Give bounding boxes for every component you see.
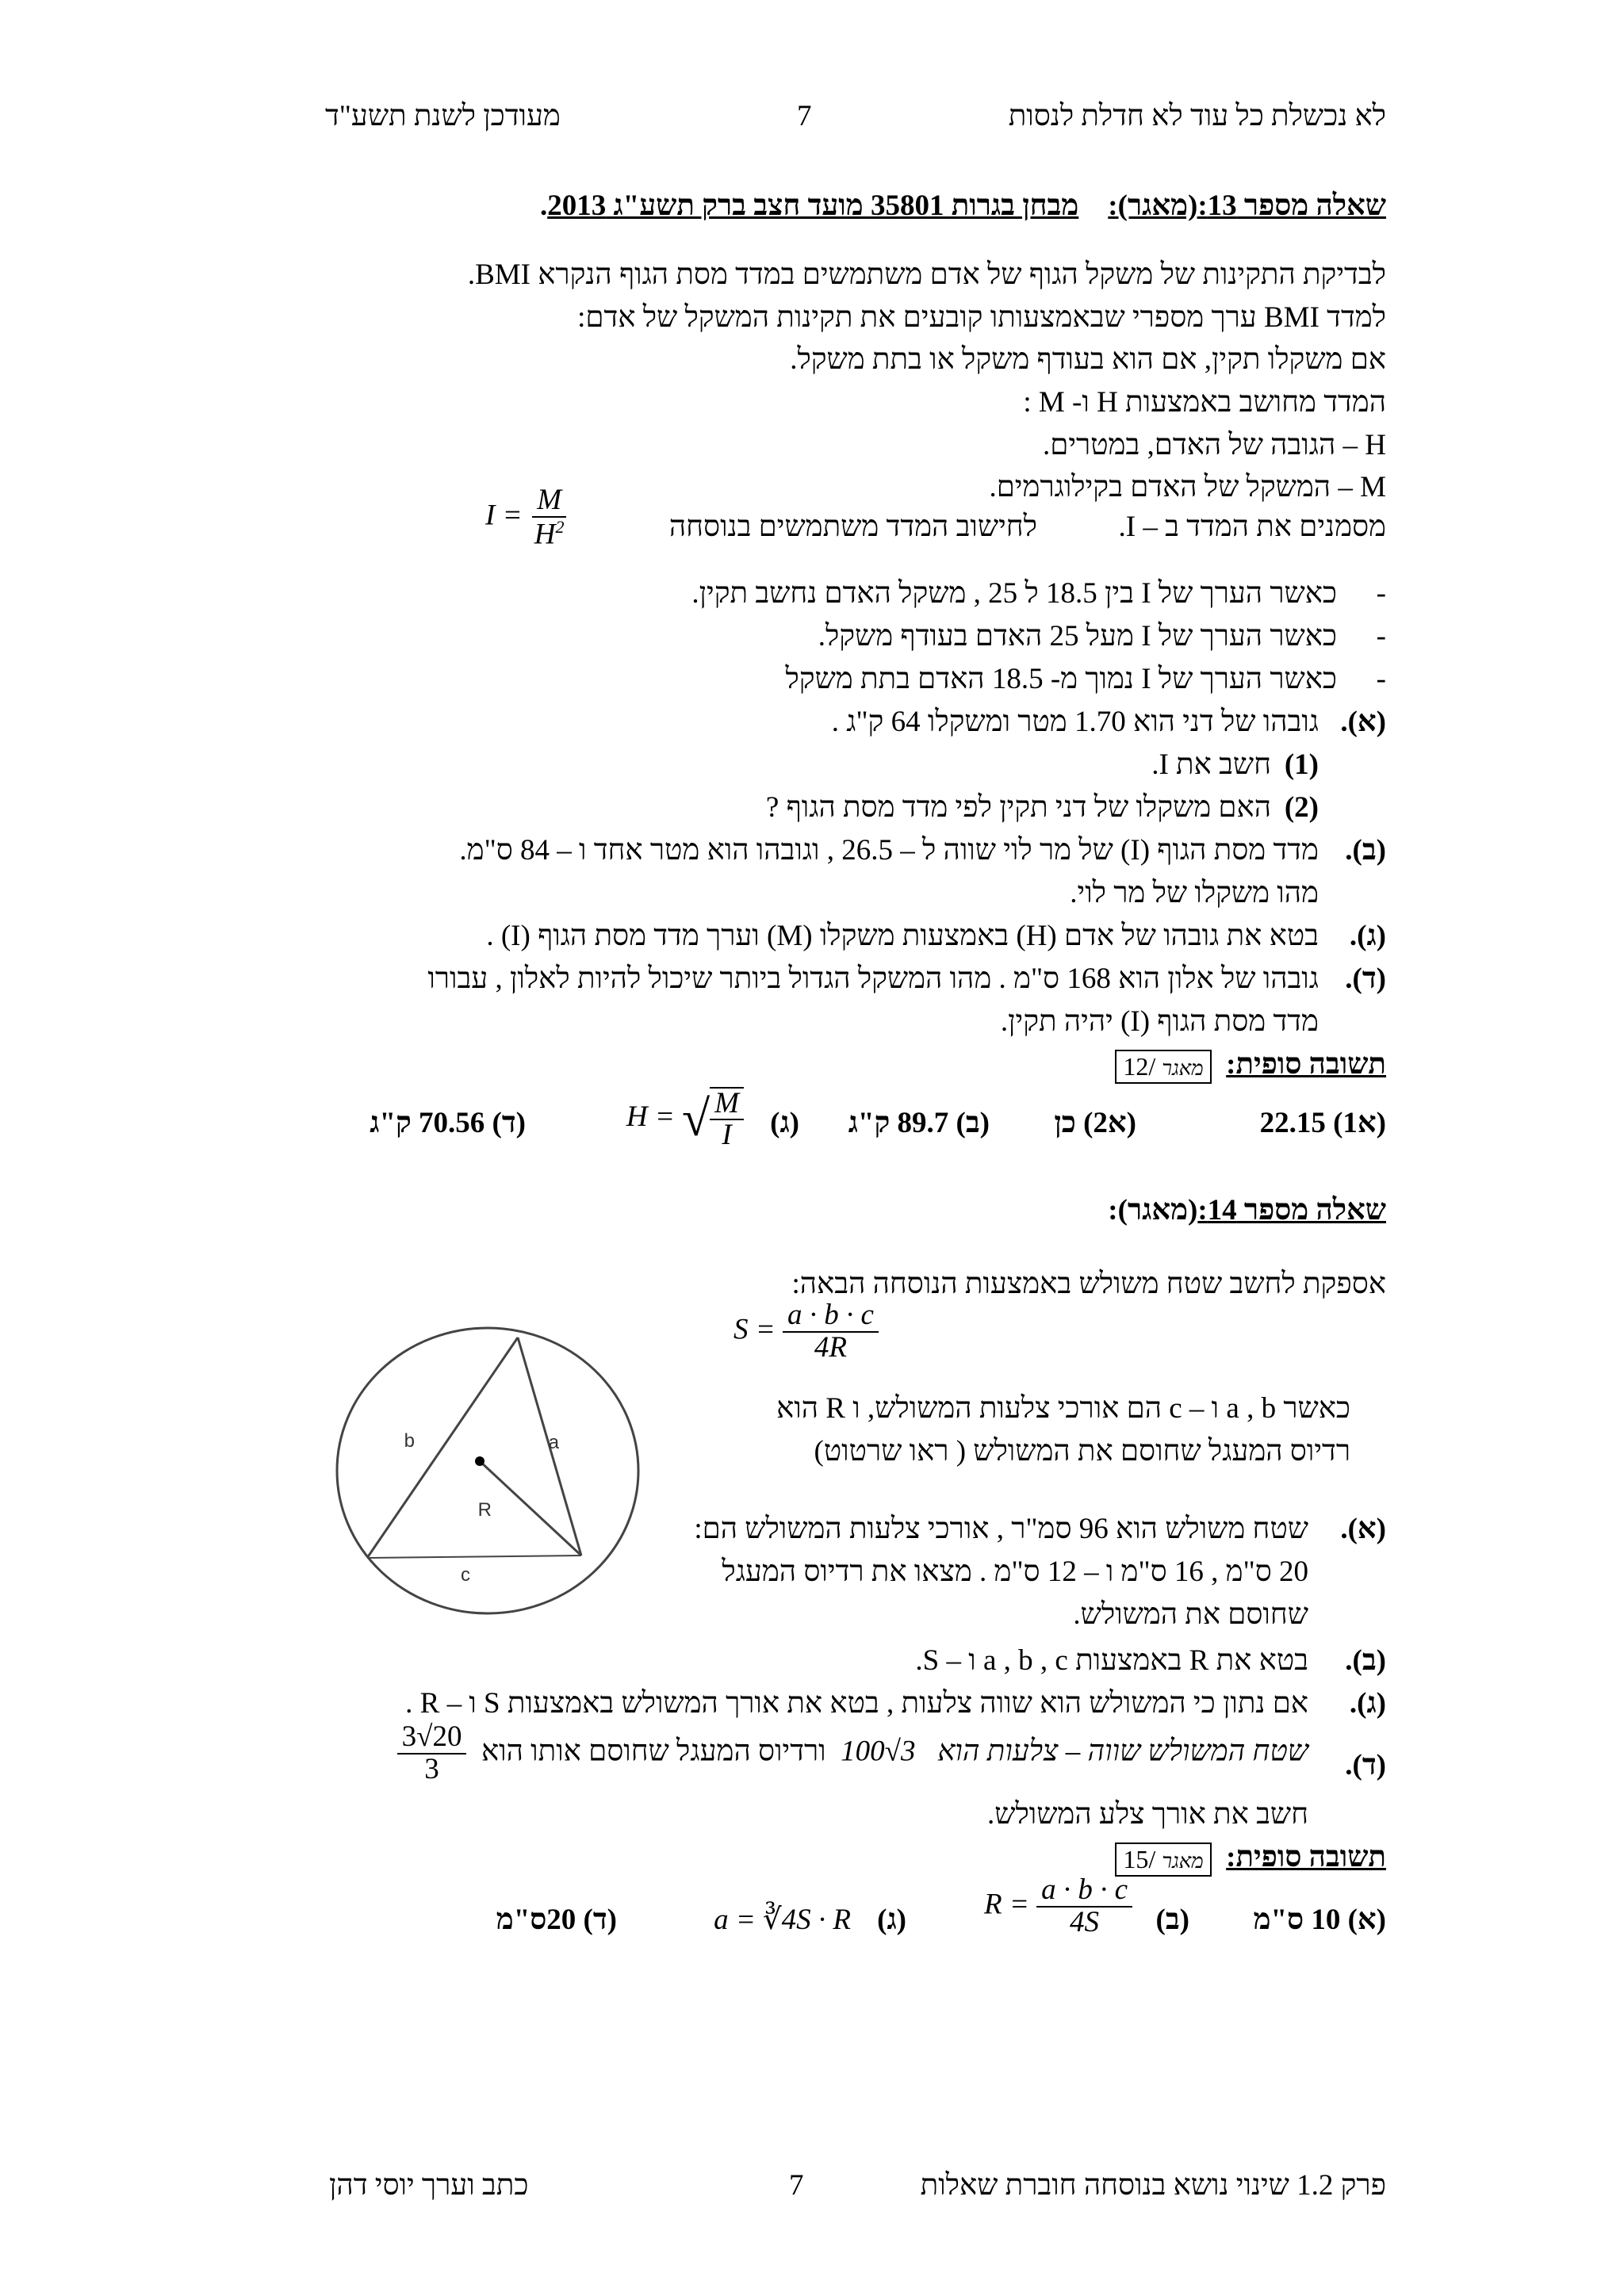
q14-part-a-label: (א). bbox=[1340, 1513, 1386, 1545]
q13-bullet bbox=[435, 658, 1386, 701]
side-b-line bbox=[367, 1337, 518, 1558]
q14-title-label: שאלה מספר 14: bbox=[1197, 1194, 1386, 1226]
q14-area-formula bbox=[733, 1300, 879, 1364]
center-point bbox=[475, 1456, 485, 1466]
q13-formula-fraction bbox=[530, 485, 569, 550]
q13-part-a2-label: (2) bbox=[1284, 791, 1319, 824]
q14-formula-num: a · b · c bbox=[783, 1300, 879, 1333]
q14-answer-a: (א) 10 ס"מ bbox=[1253, 1904, 1386, 1936]
q14-part-b-label: (ב). bbox=[1345, 1644, 1386, 1677]
q14-part-d-text-a: שטח המשולש שווה – צלעות הוא bbox=[937, 1735, 1308, 1768]
q14-formula-lhs: S = bbox=[733, 1313, 776, 1346]
q13-final-answer-label-row bbox=[1115, 1043, 1386, 1086]
q14-title-source: (מאגר): bbox=[1108, 1194, 1198, 1226]
q13-part-a-text: גובהו של דני הוא 1.70 מטר ומשקלו 64 ק"ג . bbox=[831, 706, 1319, 738]
circumscribed-circle bbox=[337, 1328, 638, 1613]
page-header bbox=[0, 95, 1624, 135]
label-c: c bbox=[461, 1564, 470, 1586]
header-page-number: 7 bbox=[797, 100, 812, 132]
q14-part-d-label: (ד). bbox=[1345, 1749, 1386, 1781]
bullet-dash: - bbox=[1376, 663, 1386, 695]
q14-answer-c: (ג) bbox=[877, 1904, 906, 1936]
q14-answers bbox=[0, 1875, 1624, 1962]
q14-answer-b: (ב) bbox=[1155, 1904, 1189, 1936]
q14-d-frac-num: 20√3 bbox=[397, 1722, 467, 1755]
q14-part-d-area: 100√3 bbox=[841, 1735, 916, 1768]
radius-line bbox=[477, 1461, 581, 1556]
q13-intro-line: המדד מחושב באמצעות H ו- M : bbox=[1023, 385, 1386, 419]
q13-bullet-text: כאשר הערך של I נמוך מ- 18.5 האדם בתת משקל bbox=[785, 663, 1337, 695]
q13-title-exam: מבחן בגרות 35801 מועד חצב ברק תשע"ג 2013 bbox=[547, 189, 1079, 222]
q13-bullet-text: כאשר הערך של I מעל 25 האדם בעודף משקל. bbox=[818, 620, 1337, 652]
q13-answer-a2: (א2) כן bbox=[1054, 1107, 1136, 1139]
q13-c-formula-fraction bbox=[710, 1087, 744, 1152]
q13-answer-a1: (א1) 22.15 bbox=[1259, 1107, 1386, 1139]
q14-part-d-radius-fraction bbox=[397, 1722, 467, 1785]
q13-source-box bbox=[1115, 1050, 1211, 1083]
q13-title-label: שאלה מספר 13: bbox=[1197, 189, 1386, 222]
q13-box-word: מאגר bbox=[1162, 1057, 1204, 1081]
q14-box-num: 15/ bbox=[1123, 1845, 1156, 1874]
q13-c-formula-den: I bbox=[722, 1119, 732, 1152]
q13-title-end: . bbox=[539, 189, 548, 222]
q13-final-label: תשובה סופית: bbox=[1226, 1048, 1386, 1081]
q13-title-source: (מאגר): bbox=[1108, 189, 1198, 222]
q13-bullets bbox=[435, 572, 1386, 701]
q13-formula-text: לחישוב המדד משתמשים בנוסחה bbox=[668, 511, 1037, 543]
q14-answer-b-formula bbox=[984, 1875, 1132, 1938]
q13-intro-line: למדד BMI ערך מספרי שבאמצעותו קובעים את תקינות המשקל של אדם: bbox=[577, 300, 1386, 334]
q14-b-formula-den: 4S bbox=[1070, 1905, 1100, 1938]
q13-mark-text: מסמנים את המדד ב – I. bbox=[1118, 511, 1386, 543]
q14-part-d-line bbox=[397, 1722, 1308, 1785]
q14-intro: אספקת לחשב שטח משולש באמצעות הנוסחה הבאה: bbox=[791, 1268, 1386, 1300]
q14-box-word: מאגר bbox=[1162, 1850, 1204, 1873]
q13-intro bbox=[197, 254, 1386, 509]
q14-b-formula-num: a · b · c bbox=[1036, 1875, 1132, 1908]
q13-formula-lhs: I = bbox=[485, 499, 523, 532]
footer-author: כתב וערך יוסי דהן bbox=[329, 2169, 529, 2202]
q14-part-c-text: אם נתון כי המשולש הוא שווה צלעות , בטא את אורך המשולש באמצעות S ו – R . bbox=[405, 1687, 1308, 1720]
q14-where-line1: כאשר a , b ו – c הם אורכי צלעות המשולש, ו R הוא bbox=[776, 1392, 1350, 1425]
q13-part-a-label: (א). bbox=[1340, 706, 1386, 738]
side-c-line bbox=[367, 1556, 581, 1558]
q13-answer-b: (ב) 89.7 ק"ג bbox=[848, 1107, 990, 1139]
q14-part-d-text-b: ורדיוס המעגל שחוסם אותו הוא bbox=[481, 1735, 826, 1768]
label-R: R bbox=[477, 1499, 492, 1521]
q14-source-box bbox=[1115, 1843, 1211, 1876]
label-b: b bbox=[404, 1430, 415, 1452]
label-a: a bbox=[548, 1432, 559, 1453]
q13-bullet bbox=[435, 615, 1386, 658]
q14-part-a-text3: שחוסם את המשולש. bbox=[1073, 1598, 1308, 1631]
q13-answers bbox=[0, 1082, 1624, 1169]
footer-chapter: פרק 1.2 שינוי נושא בנוסחה חוברת שאלות bbox=[920, 2169, 1386, 2202]
q13-box-num: 12/ bbox=[1123, 1052, 1156, 1081]
bullet-dash: - bbox=[1376, 577, 1386, 610]
q13-part-c-label: (ג). bbox=[1349, 920, 1386, 952]
q14-answer-d: (ד) 20ס"מ bbox=[496, 1904, 617, 1936]
q13-intro-line: H – הגובה של האדם, במטרים. bbox=[1042, 428, 1386, 461]
q14-d-frac-den: 3 bbox=[424, 1752, 439, 1785]
q13-formula-exp: 2 bbox=[555, 516, 565, 537]
q14-final-answer-label-row bbox=[1115, 1836, 1386, 1879]
q13-answer-c-formula bbox=[626, 1082, 744, 1156]
q14-final-label: תשובה סופית: bbox=[1226, 1841, 1386, 1873]
q14-title bbox=[1108, 1189, 1386, 1232]
q14-where-line2: רדיוס המעגל שחוסם את המשולש ( ראו שרטוט) bbox=[814, 1435, 1350, 1468]
q13-part-b-text2: מהו משקלו של מר לוי. bbox=[1070, 877, 1319, 909]
footer-page-number: 7 bbox=[789, 2169, 804, 2202]
q14-formula-fraction bbox=[783, 1300, 879, 1364]
q13-part-c-text: בטא את גובהו של אדם (H) באמצעות משקלו (M) וערך מדד מסת הגוף (I) . bbox=[486, 920, 1319, 952]
q13-part-b-text1: מדד מסת הגוף (I) של מר לוי שווה ל – 26.5 , וגובהו הוא מטר אחד ו – 84 ס"מ. bbox=[459, 834, 1319, 867]
q14-part-c-label: (ג). bbox=[1349, 1687, 1386, 1720]
q13-c-formula-lhs: H = bbox=[626, 1100, 675, 1133]
bullet-dash: - bbox=[1376, 620, 1386, 652]
q14-answer-c-formula: a = ∛4S · R bbox=[714, 1904, 851, 1936]
q13-part-d-text1: גובהו של אלון הוא 168 ס"מ . מהו המשקל הגדול ביותר שיכול להיות לאלון , עבורו bbox=[427, 962, 1319, 995]
q13-bullet-text: כאשר הערך של I בין 18.5 ל 25 , משקל האדם נחשב תקין. bbox=[691, 577, 1337, 610]
q13-part-a1-label: (1) bbox=[1284, 748, 1319, 781]
q14-b-formula-lhs: R = bbox=[983, 1888, 1029, 1921]
q13-part-d-text2: מדד מסת הגוף (I) יהיה תקין. bbox=[1000, 1005, 1319, 1038]
q14-part-a-text2: 20 ס"מ , 16 ס"מ ו – 12 ס"מ . מצאו את רדיוס המעגל bbox=[722, 1556, 1308, 1588]
triangle-circle-diagram bbox=[329, 1320, 646, 1621]
page-footer bbox=[0, 2164, 1624, 2204]
header-updated: מעודכן לשנת תשע"ד bbox=[325, 100, 561, 132]
q14-part-b-text: בטא את R באמצעות a , b , c ו – S. bbox=[915, 1644, 1308, 1677]
q13-part-a1-text: חשב את I. bbox=[1151, 748, 1271, 781]
q14-part-d-text2: חשב את אורך צלע המשולש. bbox=[987, 1798, 1308, 1831]
q14-formula-den: 4R bbox=[814, 1330, 847, 1364]
q13-intro-line: M – המשקל של האדם בקילוגרמים. bbox=[989, 471, 1386, 504]
q13-formula-den bbox=[530, 518, 569, 550]
q13-intro-line: אם משקלו תקין, אם הוא בעודף משקל או בתת משקל. bbox=[790, 343, 1386, 377]
q14-b-formula-fraction bbox=[1036, 1875, 1132, 1938]
q13-bullet bbox=[435, 572, 1386, 615]
q13-title bbox=[540, 185, 1386, 228]
q13-answer-d: (ד) 70.56 ק"ג bbox=[370, 1107, 526, 1139]
q13-c-formula-num: M bbox=[710, 1089, 744, 1121]
q13-formula-den-base: H bbox=[534, 518, 556, 551]
q13-part-d-label: (ד). bbox=[1345, 962, 1386, 995]
q14-part-a-text1: שטח משולש הוא 96 סמ"ר , אורכי צלעות המשולש הם: bbox=[694, 1513, 1308, 1545]
q13-part-b-label: (ב). bbox=[1345, 834, 1386, 867]
q13-bmi-formula bbox=[485, 485, 569, 550]
q13-part-a2-text: האם משקלו של דני תקין לפי מדד מסת הגוף ? bbox=[765, 791, 1271, 824]
q13-intro-line: לבדיקת התקינות של משקל הגוף של אדם משתמשים במדד מסת הגוף הנקרא BMI. bbox=[467, 258, 1386, 291]
sqrt-sign-icon: √ bbox=[682, 1090, 710, 1146]
q13-answer-c: (ג) bbox=[770, 1107, 799, 1139]
q13-formula-num: M bbox=[532, 485, 566, 518]
header-motto: לא נכשלת כל עוד לא חדלת לנסות bbox=[1008, 100, 1386, 132]
